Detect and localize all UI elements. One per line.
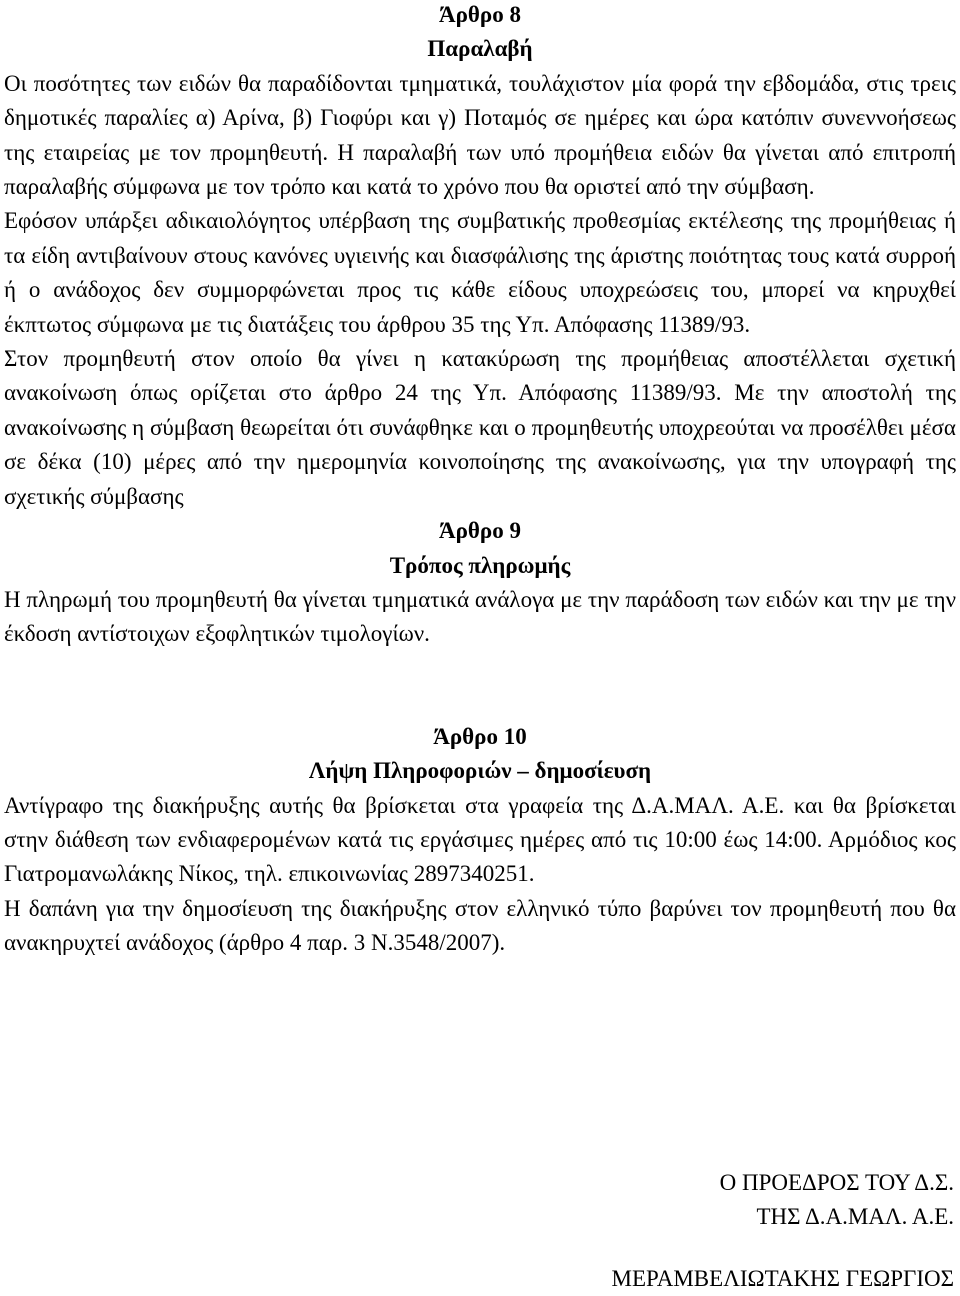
article-9-paragraph-1: Η πληρωμή του προμηθευτή θα γίνεται τμηματικά ανάλογα με την παράδοση των ειδών και την με την έκδοση αντίστοιχων εξοφλητικών τιμολογίων. [4,586,956,647]
signature-title-line-1: Ο ΠΡΟΕΔΡΟΣ ΤΟΥ Δ.Σ. [719,1170,954,1195]
article-10-title: Λήψη Πληροφοριών – δημοσίευση [308,758,652,784]
article-8-paragraph-3: Στον προμηθευτή στον οποίο θα γίνει η κατακύρωση της προμήθειας αποστέλλεται σχετική ανακοίνωση όπως ορίζεται στο άρθρο 24 της Υπ. Απόφασης 11389/93. Με την αποστολή της ανακοίνωσης η σύμβαση θεωρείται ότι συνάφθηκε και ο προμηθευτής υποχρεούται να προσέλθει μέσα σε δέκα (10) μέρες από την ημερομηνία κοινοποίησης της ανακοίνωσης, για την υπογραφή της σχετικής σύμβασης [4,346,956,509]
article-10-paragraph-1: Αντίγραφο της διακήρυξης αυτής θα βρίσκεται στα γραφεία της Δ.Α.ΜΑΛ. Α.Ε. και θα βρίσκεται στην διάθεση των ενδιαφερομένων κατά τις εργάσιμες ημέρες από τις 10:00 έως 14:00. Αρμόδιος κος Γιατρομανωλάκης Νίκος, τηλ. επικοινωνίας 2897340251. [4,792,956,887]
article-10-paragraph-2: Η δαπάνη για την δημοσίευση της διακήρυξης στον ελληνικό τύπο βαρύνει τον προμηθευτή που θα ανακηρυχτεί ανάδοχος (άρθρο 4 παρ. 3 Ν.3548/2007). [4,895,956,956]
article-9-title: Τρόπος πληρωμής [389,552,571,578]
article-10-number: Άρθρο 10 [433,723,527,749]
article-8-paragraph-1: Οι ποσότητες των ειδών θα παραδίδονται τμηματικά, τουλάχιστον μία φορά την εβδομάδα, στις τρεις δημοτικές παραλίες α) Αρίνα, β) Γιοφύρι και γ) Ποταμός σε ημέρες και ώρα κατόπιν συνεννοήσεως της εταιρείας με τον προμηθευτή. Η παραλαβή των υπό προμήθεια ειδών θα γίνεται από επιτροπή παραλαβής σύμφωνα με τον τρόπο και κατά το χρόνο που θα οριστεί από την σύμβαση. [4,70,956,200]
article-8-paragraph-2: Εφόσον υπάρξει αδικαιολόγητος υπέρβαση της συμβατικής προθεσμίας εκτέλεσης της προμήθειας ή τα είδη αντιβαίνουν στους κανόνες υγιεινής και διασφάλισης της άριστης ποιότητας τους κατά συρροή ή ο ανάδοχος δεν συμμορφώνεται προς τις κάθε είδους υποχρεώσεις του, μπορεί να κηρυχθεί έκπτωτος σύμφωνα με τις διατάξεις του άρθρου 35 της Υπ. Απόφασης 11389/93. [4,208,956,337]
signature-title-line-2: ΤΗΣ Δ.Α.ΜΑΛ. Α.Ε. [756,1204,954,1229]
article-8-number: Άρθρο 8 [439,2,521,27]
article-9-number: Άρθρο 9 [439,518,521,544]
section-spacer [0,652,960,720]
signature-name: ΜΕΡΑΜΒΕΛΙΩΤΑΚΗΣ ΓΕΩΡΓΙΟΣ [611,1266,954,1291]
article-8-title: Παραλαβή [427,36,533,62]
